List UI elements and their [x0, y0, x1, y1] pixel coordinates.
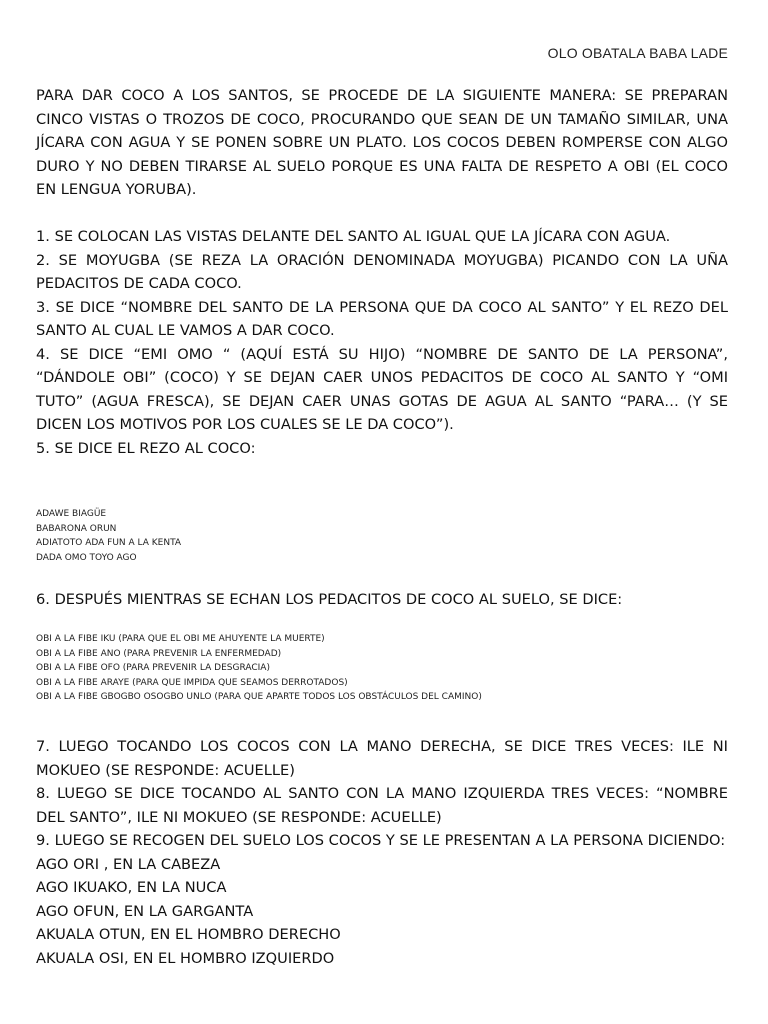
rezo-line: BABARONA ORUN: [36, 523, 117, 534]
step-9: 9. LUEGO SE RECOGEN DEL SUELO LOS COCOS Y SE LE PRESENTAN A LA PERSONA DICIENDO:: [36, 832, 726, 849]
step-4: 4. SE DICE “EMI OMO “ (AQUÍ ESTÁ SU HIJO) “NOMBRE DE SANTO DE LA PERSONA”, “DÁNDOLE OBI” (COCO) Y SE DEJAN CAER UNOS PEDACITOS DE COCO AL SANTO Y “OMI TUTO” (AGUA FRESCA), SE DEJAN CAER UNAS GOTAS DE AGUA AL SANTO “PARA… (Y SE DICEN LOS MOTIVOS POR LOS CUALES SE LE DA COCO”).: [36, 345, 728, 433]
obi-line: OBI A LA FIBE ANO (PARA PREVENIR LA ENFERMEDAD): [36, 648, 282, 659]
final-line: AGO OFUN, EN LA GARGANTA: [36, 902, 254, 920]
step-7: 7. LUEGO TOCANDO LOS COCOS CON LA MANO DERECHA, SE DICE TRES VECES: ILE NI MOKUEO (SE RESPONDE: ACUELLE): [36, 738, 728, 779]
rezo-prayer: [36, 507, 736, 565]
rezo-line: ADIATOTO ADA FUN A LA KENTA: [36, 538, 182, 549]
obi-line: OBI A LA FIBE ARAYE (PARA QUE IMPIDA QUE SEAMOS DERROTADOS): [36, 677, 348, 688]
step-1: 1. SE COLOCAN LAS VISTAS DELANTE DEL SANTO AL IGUAL QUE LA JÍCARA CON AGUA.: [36, 228, 671, 245]
rezo-line: ADAWE BIAGÜE: [36, 509, 107, 519]
step-6: [36, 588, 728, 612]
rezo-line: DADA OMO TOYO AGO: [36, 552, 137, 563]
obi-line: OBI A LA FIBE OFO (PARA PREVENIR LA DESGRACIA): [36, 663, 270, 674]
final-line: AGO ORI , EN LA CABEZA: [36, 855, 221, 873]
intro-text: PARA DAR COCO A LOS SANTOS, SE PROCEDE DE LA SIGUIENTE MANERA: SE PREPARAN CINCO VISTAS O TROZOS DE COCO, PROCURANDO QUE SEAN DE UN TAMAÑO SIMILAR, UNA JÍCARA CON AGUA Y SE PONEN SOBRE UN PLATO. LOS COCOS DEBEN ROMPERSE CON ALGO DURO Y NO DEBEN TIRARSE AL SUELO PORQUE ES UNA FALTA DE RESPETO A OBI (EL COCO EN LENGUA YORUBA).: [36, 87, 728, 198]
final-line: AKUALA OTUN, EN EL HOMBRO DERECHO: [36, 926, 341, 943]
obi-line: OBI A LA FIBE IKU (PARA QUE EL OBI ME AHUYENTE LA MUERTE): [36, 634, 325, 644]
step-5: 5. SE DICE EL REZO AL COCO:: [36, 439, 256, 457]
step-3: 3. SE DICE “NOMBRE DEL SANTO DE LA PERSONA QUE DA COCO AL SANTO” Y EL REZO DEL SANTO AL CUAL LE VAMOS A DAR COCO.: [36, 298, 728, 339]
final-steps: [36, 735, 728, 970]
final-line: AKUALA OSI, EN EL HOMBRO IZQUIERDO: [36, 949, 335, 967]
step-2: 2. SE MOYUGBA (SE REZA LA ORACIÓN DENOMINADA MOYUGBA) PICANDO CON LA UÑA PEDACITOS DE CADA COCO.: [36, 251, 728, 292]
intro-paragraph: [36, 84, 728, 202]
document-header: OLO OBATALA BABA LADE: [547, 45, 728, 61]
step-6-text: 6. DESPUÉS MIENTRAS SE ECHAN LOS PEDACITOS DE COCO AL SUELO, SE DICE:: [36, 591, 623, 608]
steps-list: [36, 225, 728, 460]
obi-list: [36, 632, 736, 705]
obi-line: OBI A LA FIBE GBOGBO OSOGBO UNLO (PARA QUE APARTE TODOS LOS OBSTÁCULOS DEL CAMINO): [36, 692, 482, 703]
step-8: 8. LUEGO SE DICE TOCANDO AL SANTO CON LA MANO IZQUIERDA TRES VECES: “NOMBRE DEL SANTO”, ILE NI MOKUEO (SE RESPONDE: ACUELLE): [36, 785, 728, 826]
final-line: AGO IKUAKO, EN LA NUCA: [36, 879, 227, 896]
